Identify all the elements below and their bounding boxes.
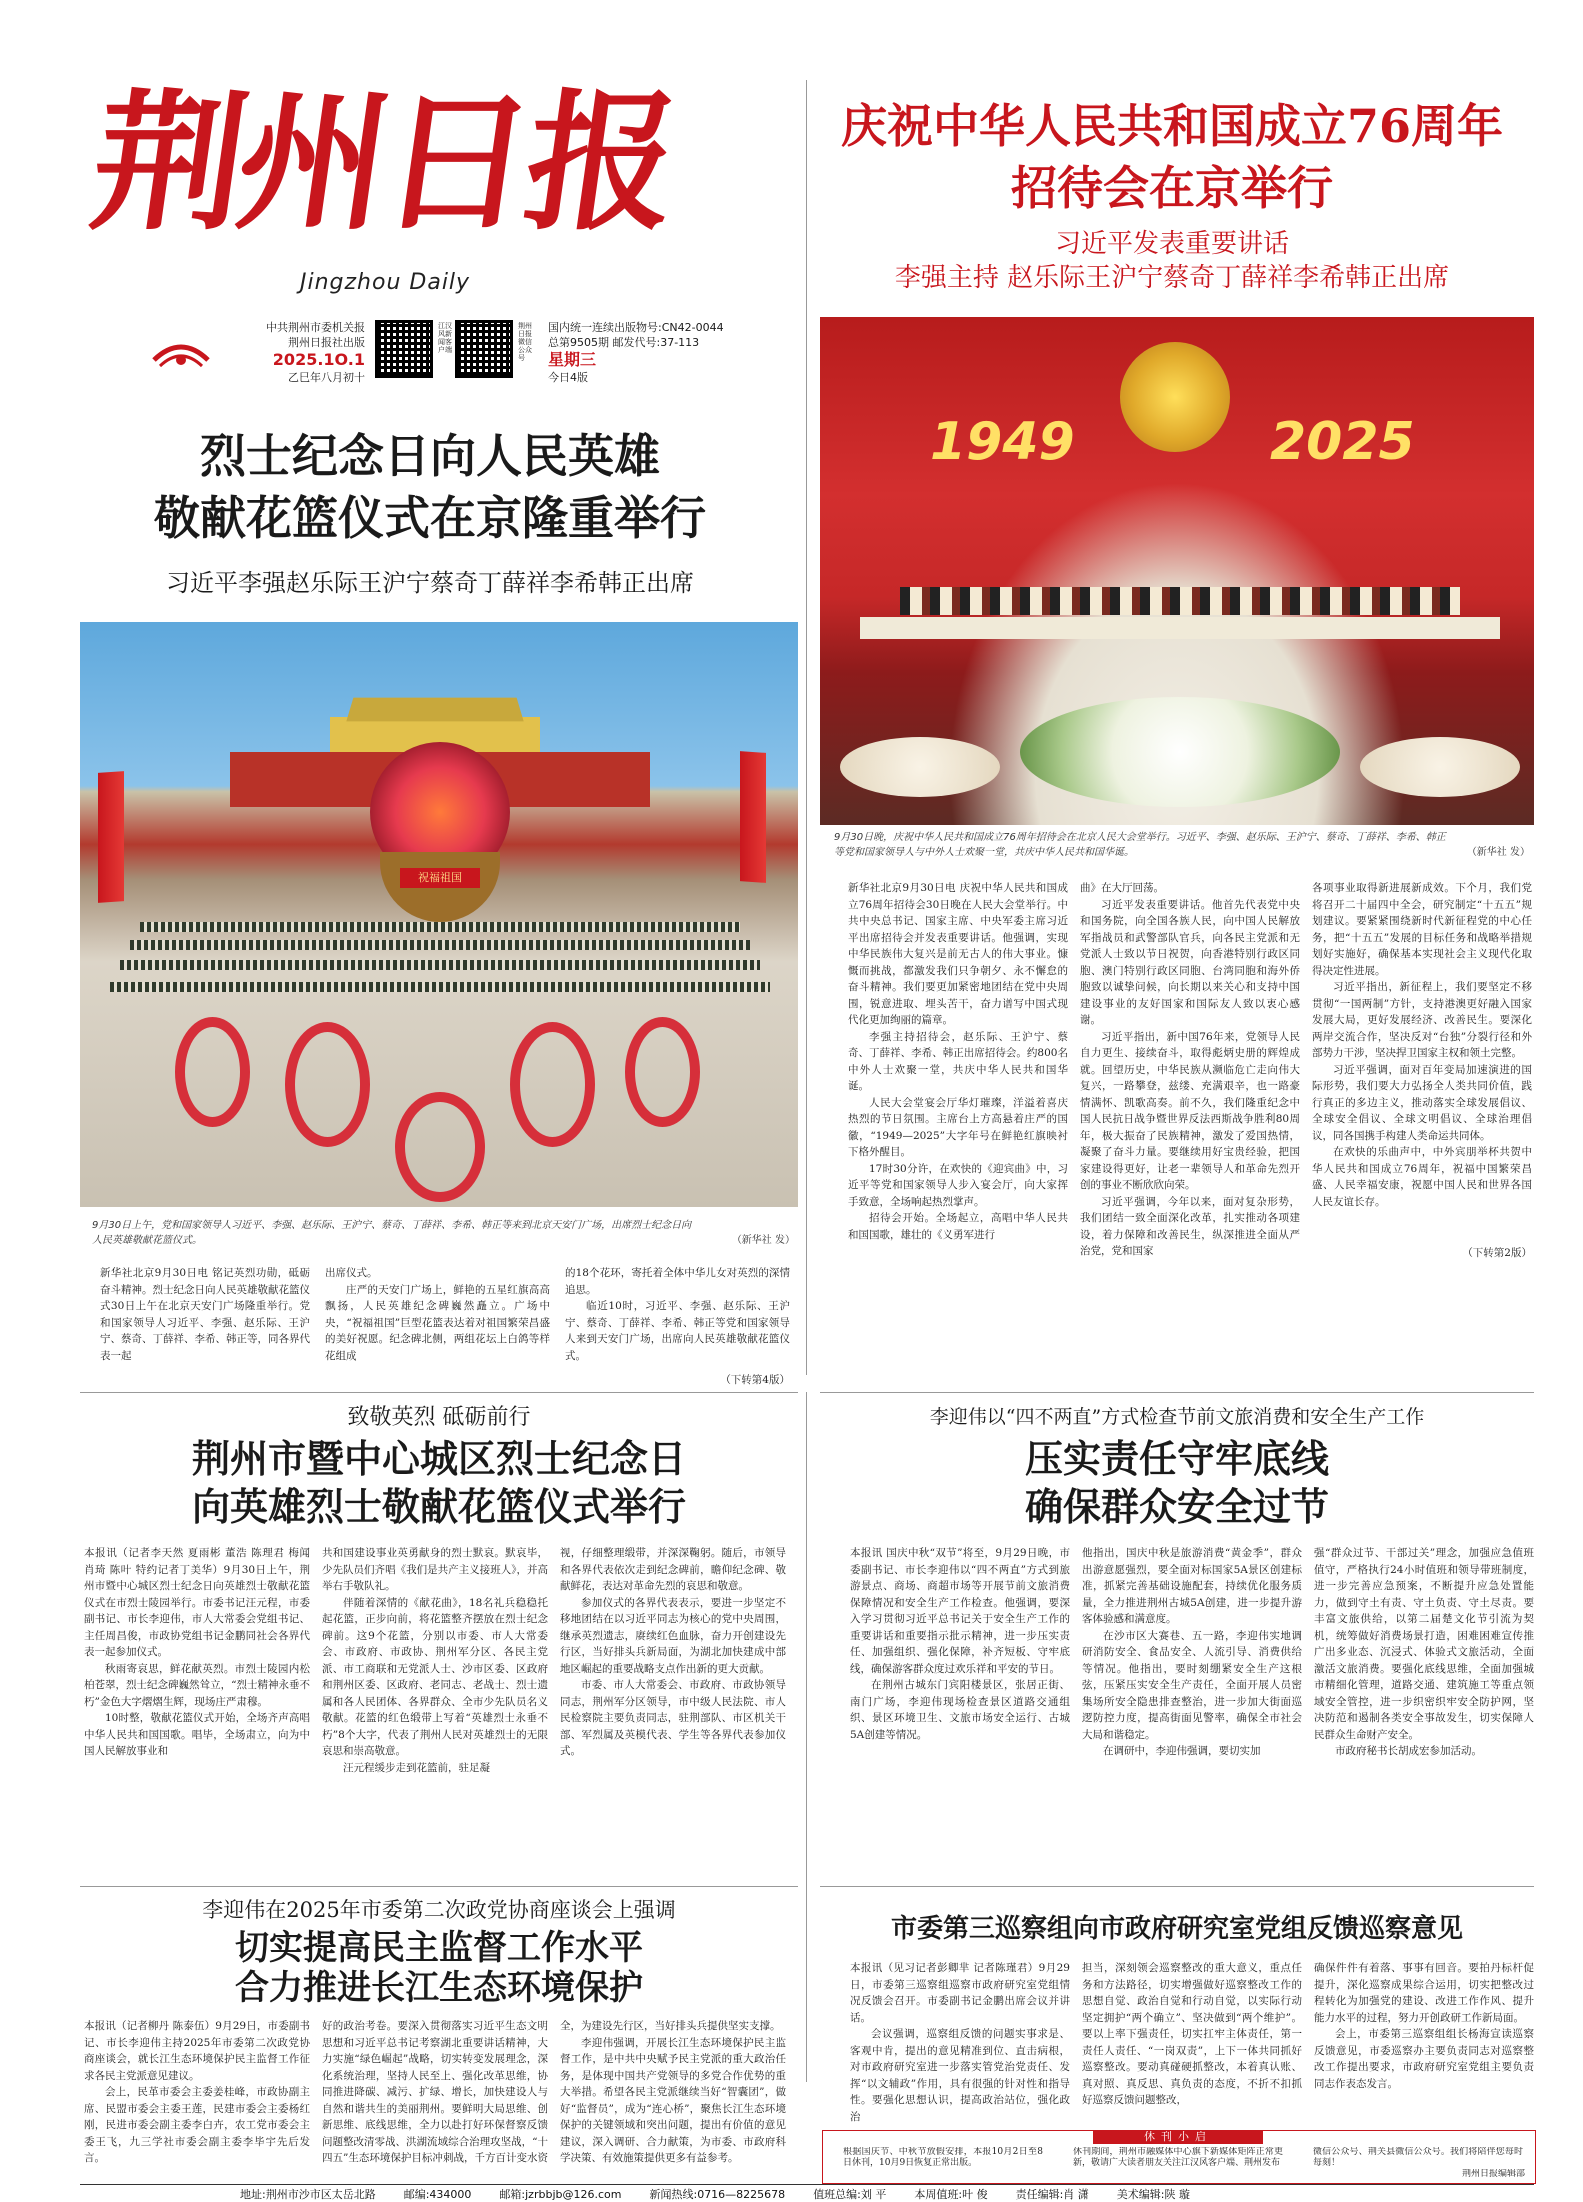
left-lead-continue: （下转第4版）	[720, 1374, 790, 1386]
issue-number: 总第9505期 邮发代号:37-113	[548, 336, 700, 349]
reception-photo	[820, 317, 1534, 825]
jz-story-col-2: 共和国建设事业英勇献身的烈士默哀。默哀毕，少先队员们齐唱《我们是共产主义接班人》，并高举右手敬队礼。 伴随着深情的《献花曲》，18名礼兵稳稳托起花篮，正步向前，将花篮整齐摆放在烈士纪念碑前。这9个花篮，分别以市委、市人大常委会、市政府、市政协、荆州军分区、各民主党派、市工商联和无党派人士、沙市区委、区政府和荆州区委、区政府、老同志、老战士、烈士遗属和各人民团体、各界群众、全市少先队员名义敬献。花篮的红色缎带上写着“英雄烈士永垂不朽”8个大字，代表了荆州人民对英雄烈士的无限哀思和崇高敬意。 汪元程缓步走到花篮前，驻足凝	[322, 1547, 548, 1774]
inspect-story-col-3: 强“群众过节、干部过关”理念，加强应急值班值守，严格执行24小时值班和领导带班制度，进一步完善应急预案，不断提升应急处置能力，做到守土有责、守土负责、守土尽责。要丰富文旅供给，以第二届楚文化节引流为契机，统筹做好消费场景打造，困难困难宣传推广出多业态、沉浸式、体验式文旅活动，全面激活文旅消费。要强化底线思维，全面加强城市精细化管理，道路交通、建筑施工等重点领域安全管控，进一步织密织牢安全防护网，坚决防范和遏制各类安全事故发生，切实保障人民群众生命财产安全。 市政府秘书长胡成宏参加活动。	[1314, 1547, 1534, 1757]
right-lead-sub-2: 李强主持 赵乐际王沪宁蔡奇丁薛祥李希韩正出席	[894, 263, 1450, 293]
left-lead-col-2: 出席仪式。 庄严的天安门广场上，鲜艳的五星红旗高高飘扬，人民英雄纪念碑巍然矗立。广场中央，“祝福祖国”巨型花篮表达着对祖国繁荣昌盛的美好祝愿。纪念碑北侧，两组花坛上白鸽等样花组成	[325, 1267, 550, 1362]
footer-art-editor: 美术编辑:陕 璇	[1116, 2188, 1190, 2201]
footer-postcode: 邮编:434000	[403, 2188, 472, 2201]
footer-editor: 责任编辑:肖 潇	[1015, 2188, 1089, 2201]
issue-date: 2025.1O.1	[272, 350, 365, 369]
jz-story-title-1: 荆州市暨中心城区烈士纪念日	[191, 1436, 686, 1481]
weekday: 星期三	[548, 350, 597, 369]
right-photo-credit: （新华社 发）	[1466, 847, 1530, 858]
notice-title: 休刊小启	[1093, 2130, 1263, 2144]
masthead-logo: 荆州日报	[82, 75, 684, 251]
left-lead-title-2: 敬献花篮仪式在京隆重举行	[154, 491, 706, 545]
footer-email: 邮箱:jzrbbjb@126.com	[499, 2188, 622, 2201]
patrol-story-title: 市委第三巡察组向市政府研究室党组反馈巡察意见	[890, 1914, 1463, 1944]
cppcc-story-kicker: 李迎伟在2025年市委第二次政党协商座谈会上强调	[202, 1898, 676, 1922]
right-lead-title-2: 招待会在京举行	[1011, 161, 1333, 215]
left-lead-subtitle: 习近平李强赵乐际王沪宁蔡奇丁薛祥李希韩正出席	[166, 569, 694, 597]
right-photo-caption: 9月30日晚，庆祝中华人民共和国成立76周年招待会在北京人民大会堂举行。习近平、李强、赵乐际、王沪宁、蔡奇、丁薛祥、李希、韩正等党和国家领导人与中外人士欢聚一堂，共庆中华人民共和国华诞。	[834, 832, 1446, 858]
year-left-label: 1949	[930, 412, 1075, 472]
inspect-story-title-2: 确保群众安全过节	[1024, 1484, 1329, 1529]
right-lead-col-1: 新华社北京9月30日电 庆祝中华人民共和国成立76周年招待会30日晚在人民大会堂举行。中共中央总书记、国家主席、中央军委主席习近平出席招待会并发表重要讲话。他强调，实现中华民族伟大复兴是前无古人的伟大事业。慷慨而挑战，都激发我们只争朝夕、永不懈怠的奋斗精神。我们要更加紧密地团结在党中央周围，锐意进取、埋头苦干，奋力谱写中国式现代化更加绚丽的篇章。 李强主持招待会，赵乐际、王沪宁、蔡奇、丁薛祥、李希、韩正出席招待会。约800名中外人士欢聚一堂，共庆中华人民共和国华诞。 人民大会堂宴会厅华灯璀璨，洋溢着喜庆热烈的节日氛围。主席台上方高悬着庄严的国徽，“1949—2025”大字年号在鲜艳红旗映衬下格外醒目。 17时30分许，在欢快的《迎宾曲》中，习近平等党和国家领导人步入宴会厅，向大家挥手致意，全场响起热烈掌声。 招待会开始。全场起立，高唱中华人民共和国国歌，雄壮的《义勇军进行	[848, 882, 1068, 1241]
patrol-story-col-2: 担当，深刻领会巡察整改的重大意义，重点任务和方法路径，切实增强做好巡察整改工作的思想自觉、政治自觉和行动自觉，以实际行动坚定拥护“两个确立”、坚决做到“两个维护”。要以上率下强责任，切实扛牢主体责任，第一责任人责任、“一岗双责”，上下一体共同抓好巡察整改。要动真碰硬抓整改，本着真认账、真对照、真反思、真负责的态度，不折不扣抓好巡察反馈问题整改，	[1082, 1962, 1302, 2106]
emblem-icon	[150, 330, 212, 376]
notice-col-1: 根据国庆节、中秋节放假安排，本报10月2日至8日休刊，10月9日恢复正常出版。	[843, 2147, 1043, 2168]
cppcc-story-col-3: 全，为建设先行区，当好排头兵提供坚实支撑。 李迎伟强调，开展长江生态环境保护民主监督工作，是中共中央赋予民主党派的重大政治任务，是体现中国共产党领导的多党合作优势的重大举措。希望各民主党派继续当好“智囊团”，做好“监督员”，成为“连心桥”，聚焦长江生态环境保护的关键领域和突出问题，提出有价值的意见建议，深入调研、合力献策，为市委、市政府科学决策、有效施策提供更多有益参考。	[560, 2020, 786, 2164]
right-lead-col-2: 曲》在大厅回荡。 习近平发表重要讲话。他首先代表党中央和国务院，向全国各族人民，向中国人民解放军指战员和武警部队官兵，向各民主党派和无党派人士致以节日祝贺，向香港特别行政区同胞、澳门特别行政区同胞、台湾同胞和海外侨胞致以诚挚问候，向长期以来关心和支持中国建设事业的友好国家和国际友人致以衷心感谢。 习近平指出，新中国76年来，党领导人民自力更生、接续奋斗，取得彪炳史册的辉煌成就。回望历史，中华民族从濒临危亡走向伟大复兴，一路攀登，兹缕、充满艰辛，也一路豪情满怀、凯歌高奏。前不久，我们隆重纪念中国人民抗日战争暨世界反法西斯战争胜利80周年，极大振奋了民族精神，激发了爱国热情，凝聚了奋斗力量。要继续用好宝贵经验，把国家建设得更好，让老一辈领导人和革命先烈开创的事业不断欣欣向荣。 习近平强调，今年以来，面对复杂形势，我们团结一致全面深化改革，扎实推动各项建设，着力保障和改善民生，纵深推进全面从严治党，党和国家	[1080, 882, 1300, 1257]
cn-number: 国内统一连续出版物号:CN42-0044	[548, 321, 724, 334]
qr-label-app: 江汉风新闻客户端	[438, 322, 452, 354]
right-lead-sub-1: 习近平发表重要讲话	[1054, 229, 1289, 259]
notice-col-2: 休刊期间，荆州市融媒体中心旗下新媒体矩阵正常更新，敬请广大读者朋友关注江汉风客户端、荆州发布	[1073, 2147, 1283, 2168]
tiananmen-ceremony-photo	[80, 622, 798, 1207]
qr-code-wechat	[455, 320, 513, 378]
patrol-story-col-3: 确保件件有着落、事事有回音。要拍丹标杆促提升，深化巡察成果综合运用，切实把整改过程转化为加强党的建设、改进工作作风、提升能力水平的过程，努力开创政研工作新局面。 会上，市委第三巡察组组长杨海宣读巡察反馈意见，市委巡察办主要负责同志对巡察整改工作提出要求，市政府研究室党组主要负责同志作表态发言。	[1314, 1962, 1534, 2090]
qr-label-wechat: 荆州日报微信公众号	[518, 322, 532, 362]
inspect-story-col-2: 他指出，国庆中秋是旅游消费“黄金季”，群众出游意愿强烈，要全面对标国家5A景区创建标准，抓紧完善基础设施配套，持续优化服务质量，全力推进荆州古城5A创建，进一步提升游客体验感和满意度。 在沙市区大赛巷、五一路，李迎伟实地调研消防安全、食品安全、人流引导、消费供给等情况。他指出，要时刻绷紧安全生产这根弦，压紧压实安全生产责任，全面开展人员密集场所安全隐患排查整治，进一步加大街面巡逻防控力度，提高街面见警率，确保全市社会大局和谐稳定。 在调研中，李迎伟强调，要切实加	[1082, 1547, 1302, 1757]
right-lead-title-1: 庆祝中华人民共和国成立76周年	[840, 99, 1503, 153]
left-lead-col-3: 的18个花环，寄托着全体中华儿女对英烈的深情追思。 临近10时，习近平、李强、赵乐际、王沪宁、蔡奇、丁薛祥、李希、韩正等党和国家领导人来到天安门广场，出席向人民英雄敬献花篮仪式。	[565, 1267, 790, 1362]
left-photo-caption: 9月30日上午，党和国家领导人习近平、李强、赵乐际、王沪宁、蔡奇、丁薛祥、李希、韩正等来到北京天安门广场，出席烈士纪念日向人民英雄敬献花篮仪式。	[92, 1220, 692, 1246]
left-lead-col-1: 新华社北京9月30日电 铭记英烈功勋，砥砺奋斗精神。烈士纪念日向人民英雄敬献花篮仪式30日上午在北京天安门广场隆重举行。党和国家领导人习近平、李强、赵乐际、王沪宁、蔡奇、丁薛祥、李希、韩正等，同各界代表一起	[100, 1267, 310, 1362]
masthead-english: Jingzhou Daily	[300, 270, 471, 295]
jz-story-col-1: 本报讯（记者李天然 夏雨彬 董浩 陈理君 梅闻 肖琦 陈叶 特约记者丁美华）9月30日上午，荆州市暨中心城区烈士纪念日向英雄烈士敬献花篮仪式在市烈士陵园举行。市委书记汪元程，市委副书记、市长李迎伟，市人大常委会党组书记、主任周昌俊，市政协党组书记金鹏同社会各界代表一起参加仪式。 秋雨寄哀思，鲜花献英烈。市烈士陵园内松柏苍翠，烈士纪念碑巍然耸立，“烈士精神永垂不朽”金色大字熠熠生辉，现场庄严肃穆。 10时整，敬献花篮仪式开始，全场齐声高唱中华人民共和国国歌。唱毕，全场肃立，向为中国人民解放事业和	[84, 1547, 310, 1757]
right-lead-continue: （下转第2版）	[1462, 1247, 1532, 1259]
left-lead-title-1: 烈士纪念日向人民英雄	[200, 429, 660, 483]
lunar-date: 乙巳年八月初十	[288, 371, 365, 384]
page-count: 今日4版	[548, 371, 588, 384]
suspension-notice	[822, 2130, 1536, 2184]
footer-chief-editor: 值班总编:刘 平	[813, 2188, 887, 2201]
footer-address: 地址:荆州市沙市区太岳北路	[240, 2188, 376, 2201]
right-lead-col-3: 各项事业取得新进展新成效。下个月，我们党将召开二十届四中全会，研究制定“十五五”规划建议。要紧紧围绕新时代新征程党的中心任务，把“十五五”发展的目标任务和战略举措规划好实施好，确保基本实现社会主义现代化取得决定性进展。 习近平指出，新征程上，我们要坚定不移贯彻“一国两制”方针，支持港澳更好融入国家发展大局，更好发展经济、改善民生。要深化两岸交流合作，坚决反对“台独”分裂行径和外部势力干涉，坚决捍卫国家主权和领土完整。 习近平强调，面对百年变局加速演进的国际形势，我们要大力弘扬全人类共同价值，践行真正的多边主义，推动落实全球发展倡议、全球安全倡议、全球文明倡议、全球治理倡议，同各国携手构建人类命运共同体。 在欢快的乐曲声中，中外宾朋举杯共贺中华人民共和国成立76周年，祝福中国繁荣昌盛、人民幸福安康，祝愿中国人民和世界各国人民友谊长存。	[1312, 882, 1532, 1208]
jz-story-col-3: 视，仔细整理缎带，并深深鞠躬。随后，市领导和各界代表依次走到纪念碑前，瞻仰纪念碑、敬献鲜花，表达对革命先烈的哀思和敬意。 参加仪式的各界代表表示，要进一步坚定不移地团结在以习近平同志为核心的党中央周围，继承英烈遗志，赓续红色血脉，奋力开创建设先行区，当好排头兵新局面，为湖北加快建成中部地区崛起的重要战略支点作出新的更大贡献。 市委、市人大常委会、市政府、市政协领导同志，荆州军分区领导，市中级人民法院、市人民检察院主要负责同志，驻荆部队、市区机关干部、军烈属及英模代表、学生等各界代表参加仪式。	[560, 1547, 786, 1757]
inspect-story-title-1: 压实责任守牢底线	[1024, 1436, 1329, 1481]
year-right-label: 2025	[1270, 412, 1415, 472]
basket-banner: 祝福祖国	[400, 868, 480, 888]
notice-col-3: 微信公众号、荆关县微信公众号。我们将陪伴您每时每刻！	[1313, 2147, 1523, 2168]
cppcc-story-title-2: 合力推进长江生态环境保护	[235, 1968, 643, 2008]
patrol-story-col-1: 本报讯（见习记者彭卿芈 记者陈瑾君）9月29日，市委第三巡察组巡察市政府研究室党组情况反馈会召开。市委副书记金鹏出席会议并讲话。 会议强调，巡察组反馈的问题实事求是、客观中肯，提出的意见精准到位、直击病根，对市政府研究室进一步落实管党治党责任、发挥“以文辅政”作用，具有很强的针对性和指导性。要强化思想认识，提高政治站位，强化政治	[850, 1962, 1070, 2123]
notice-sign: 荆州日报编辑部	[1461, 2169, 1525, 2179]
cppcc-story-title-1: 切实提高民主监督工作水平	[235, 1928, 643, 1968]
inspect-story-kicker: 李迎伟以“四不两直”方式检查节前文旅消费和安全生产工作	[929, 1406, 1425, 1428]
jz-story-title-2: 向英雄烈士敬献花篮仪式举行	[191, 1484, 686, 1529]
footer-hotline: 新闻热线:0716—8225678	[649, 2188, 786, 2201]
cppcc-story-col-2: 好的政治考卷。要深入贯彻落实习近平生态文明思想和习近平总书记考察湖北重要讲话精神，大力实施“绿色崛起”战略，切实转变发展理念，深化系统治理，坚持人民至上、强化改革思维，协同推进降碳、减污、扩绿、增长，加快建设人与自然和谐共生的美丽荆州。要鲜明大局思维、创新思维、底线思维，全力以赴打好环保督察反馈问题整改清零战、洪湖流域综合治理攻坚战，“十四五”生态环境保护目标冲刺战，千方百计变水资	[322, 2020, 548, 2164]
inspect-story-col-1: 本报讯 国庆中秋“双节”将至，9月29日晚，市委副书记、市长李迎伟以“四不两直”方式到旅游景点、商场、商超市场等开展节前文旅消费保障情况和安全生产工作检查。他强调，要深入学习贯彻习近平总书记关于安全生产工作的重要讲话和重要指示批示精神，进一步压实责任、加强组织、强化保障，补齐短板、守牢底线，确保游客群众度过欢乐祥和平安的节日。 在荆州古城东门宾阳楼景区，张居正街、南门广场，李迎伟现场检查景区道路交通组织、景区环境卫生、文旅市场安全运行、古城5A创建等情况。	[850, 1547, 1070, 1741]
org-line-1: 中共荆州市委机关报	[266, 321, 365, 334]
jz-story-kicker: 致敬英烈 砥砺前行	[347, 1405, 531, 1430]
left-photo-credit: （新华社 发）	[731, 1235, 795, 1246]
qr-code-app	[375, 320, 433, 378]
footer-weekly-duty: 本周值班:叶 俊	[914, 2188, 988, 2201]
org-line-2: 荆州日报社出版	[288, 336, 365, 349]
cppcc-story-col-1: 本报讯（记者柳丹 陈泰伍）9月29日，市委副书记、市长李迎伟主持2025年市委第二次政党协商座谈会，就长江生态环境保护民主监督工作征求各民主党派意见建议。 会上，民革市委会主委姜桂峰，市政协副主席、民盟市委会主委王莲，民建市委会主委杨红刚，民进市委会副主委李白卉，农工党市委会主委王飞，九三学社市委会副主委李毕宇先后发言。	[84, 2020, 310, 2164]
